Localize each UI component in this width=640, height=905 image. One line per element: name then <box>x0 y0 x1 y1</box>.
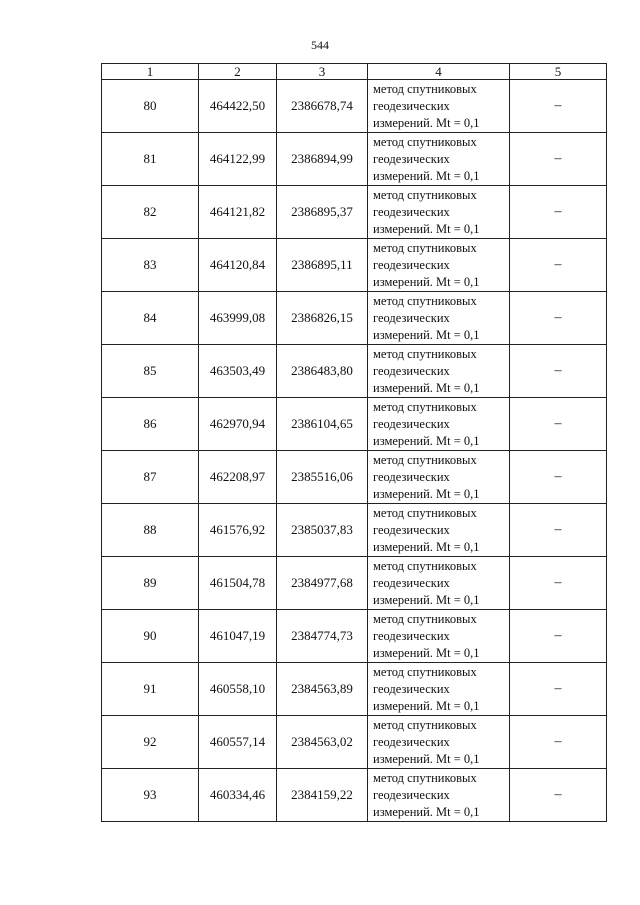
x-coordinate-cell: 460334,46 <box>199 769 277 822</box>
x-coordinate-cell: 463503,49 <box>199 345 277 398</box>
method-line: геодезических <box>373 416 450 431</box>
note-cell: – <box>510 610 607 663</box>
table-row <box>102 345 607 398</box>
method-line: измерений. Mt = 0,1 <box>373 327 480 342</box>
table-body <box>102 80 607 822</box>
x-coordinate-cell: 461504,78 <box>199 557 277 610</box>
method-line: геодезических <box>373 469 450 484</box>
y-coordinate-cell: 2384159,22 <box>277 769 368 822</box>
note-cell: – <box>510 80 607 133</box>
method-line: метод спутниковых <box>373 452 477 467</box>
x-coordinate-cell: 464120,84 <box>199 239 277 292</box>
method-line: измерений. Mt = 0,1 <box>373 168 480 183</box>
note-cell: – <box>510 716 607 769</box>
y-coordinate-cell: 2386678,74 <box>277 80 368 133</box>
method-line: метод спутниковых <box>373 717 477 732</box>
method-cell <box>368 451 510 504</box>
point-number-cell: 85 <box>102 345 199 398</box>
table-row <box>102 398 607 451</box>
y-coordinate-cell: 2386104,65 <box>277 398 368 451</box>
x-coordinate-cell: 460557,14 <box>199 716 277 769</box>
method-cell <box>368 239 510 292</box>
method-cell <box>368 557 510 610</box>
method-line: измерений. Mt = 0,1 <box>373 804 480 819</box>
x-coordinate-cell: 463999,08 <box>199 292 277 345</box>
note-cell: – <box>510 239 607 292</box>
table-row <box>102 451 607 504</box>
note-cell: – <box>510 292 607 345</box>
method-line: геодезических <box>373 310 450 325</box>
y-coordinate-cell: 2384563,02 <box>277 716 368 769</box>
method-line: геодезических <box>373 98 450 113</box>
method-line: метод спутниковых <box>373 293 477 308</box>
point-number-cell: 84 <box>102 292 199 345</box>
x-coordinate-cell: 461047,19 <box>199 610 277 663</box>
x-coordinate-cell: 464422,50 <box>199 80 277 133</box>
method-line: геодезических <box>373 257 450 272</box>
note-cell: – <box>510 398 607 451</box>
point-number-cell: 92 <box>102 716 199 769</box>
x-coordinate-cell: 464122,99 <box>199 133 277 186</box>
y-coordinate-cell: 2386895,37 <box>277 186 368 239</box>
table-row <box>102 80 607 133</box>
point-number-cell: 88 <box>102 504 199 557</box>
method-line: измерений. Mt = 0,1 <box>373 115 480 130</box>
method-line: геодезических <box>373 734 450 749</box>
note-cell: – <box>510 345 607 398</box>
header-col-1: 1 <box>102 64 199 80</box>
method-line: измерений. Mt = 0,1 <box>373 698 480 713</box>
table-header <box>102 64 607 80</box>
method-cell <box>368 345 510 398</box>
method-cell <box>368 769 510 822</box>
table-row <box>102 186 607 239</box>
method-cell <box>368 80 510 133</box>
method-line: метод спутниковых <box>373 770 477 785</box>
method-line: метод спутниковых <box>373 346 477 361</box>
point-number-cell: 91 <box>102 663 199 716</box>
method-line: измерений. Mt = 0,1 <box>373 539 480 554</box>
method-line: геодезических <box>373 522 450 537</box>
y-coordinate-cell: 2386483,80 <box>277 345 368 398</box>
y-coordinate-cell: 2385516,06 <box>277 451 368 504</box>
method-line: метод спутниковых <box>373 611 477 626</box>
y-coordinate-cell: 2386894,99 <box>277 133 368 186</box>
method-line: геодезических <box>373 575 450 590</box>
method-cell <box>368 663 510 716</box>
page-number: 544 <box>311 38 329 52</box>
point-number-cell: 90 <box>102 610 199 663</box>
method-line: измерений. Mt = 0,1 <box>373 592 480 607</box>
table-row <box>102 663 607 716</box>
point-number-cell: 80 <box>102 80 199 133</box>
method-line: измерений. Mt = 0,1 <box>373 645 480 660</box>
method-line: геодезических <box>373 787 450 802</box>
method-cell <box>368 186 510 239</box>
table-row <box>102 504 607 557</box>
table-row <box>102 769 607 822</box>
note-cell: – <box>510 557 607 610</box>
note-cell: – <box>510 663 607 716</box>
x-coordinate-cell: 461576,92 <box>199 504 277 557</box>
method-cell <box>368 133 510 186</box>
point-number-cell: 81 <box>102 133 199 186</box>
method-cell <box>368 610 510 663</box>
y-coordinate-cell: 2384563,89 <box>277 663 368 716</box>
method-line: метод спутниковых <box>373 187 477 202</box>
method-line: метод спутниковых <box>373 664 477 679</box>
method-line: измерений. Mt = 0,1 <box>373 221 480 236</box>
method-line: геодезических <box>373 151 450 166</box>
table-row <box>102 557 607 610</box>
note-cell: – <box>510 133 607 186</box>
point-number-cell: 83 <box>102 239 199 292</box>
method-cell <box>368 292 510 345</box>
point-number-cell: 86 <box>102 398 199 451</box>
y-coordinate-cell: 2386895,11 <box>277 239 368 292</box>
point-number-cell: 87 <box>102 451 199 504</box>
method-line: метод спутниковых <box>373 134 477 149</box>
y-coordinate-cell: 2385037,83 <box>277 504 368 557</box>
point-number-cell: 93 <box>102 769 199 822</box>
method-line: геодезических <box>373 628 450 643</box>
y-coordinate-cell: 2384977,68 <box>277 557 368 610</box>
note-cell: – <box>510 504 607 557</box>
method-line: геодезических <box>373 204 450 219</box>
method-line: метод спутниковых <box>373 558 477 573</box>
method-line: измерений. Mt = 0,1 <box>373 274 480 289</box>
table-row <box>102 133 607 186</box>
x-coordinate-cell: 464121,82 <box>199 186 277 239</box>
note-cell: – <box>510 186 607 239</box>
x-coordinate-cell: 462970,94 <box>199 398 277 451</box>
header-col-2: 2 <box>199 64 277 80</box>
table-row <box>102 716 607 769</box>
method-line: метод спутниковых <box>373 505 477 520</box>
point-number-cell: 89 <box>102 557 199 610</box>
method-cell <box>368 716 510 769</box>
method-line: геодезических <box>373 363 450 378</box>
method-cell <box>368 398 510 451</box>
y-coordinate-cell: 2386826,15 <box>277 292 368 345</box>
header-row <box>102 64 607 80</box>
x-coordinate-cell: 460558,10 <box>199 663 277 716</box>
header-col-4: 4 <box>368 64 510 80</box>
method-cell <box>368 504 510 557</box>
x-coordinate-cell: 462208,97 <box>199 451 277 504</box>
method-line: измерений. Mt = 0,1 <box>373 433 480 448</box>
header-col-5: 5 <box>510 64 607 80</box>
note-cell: – <box>510 769 607 822</box>
method-line: метод спутниковых <box>373 240 477 255</box>
method-line: метод спутниковых <box>373 399 477 414</box>
method-line: измерений. Mt = 0,1 <box>373 380 480 395</box>
header-col-3: 3 <box>277 64 368 80</box>
note-cell: – <box>510 451 607 504</box>
coordinates-table <box>101 63 607 822</box>
table-row <box>102 292 607 345</box>
method-line: геодезических <box>373 681 450 696</box>
method-line: метод спутниковых <box>373 81 477 96</box>
method-line: измерений. Mt = 0,1 <box>373 486 480 501</box>
point-number-cell: 82 <box>102 186 199 239</box>
table-row <box>102 610 607 663</box>
method-line: измерений. Mt = 0,1 <box>373 751 480 766</box>
table-row <box>102 239 607 292</box>
y-coordinate-cell: 2384774,73 <box>277 610 368 663</box>
